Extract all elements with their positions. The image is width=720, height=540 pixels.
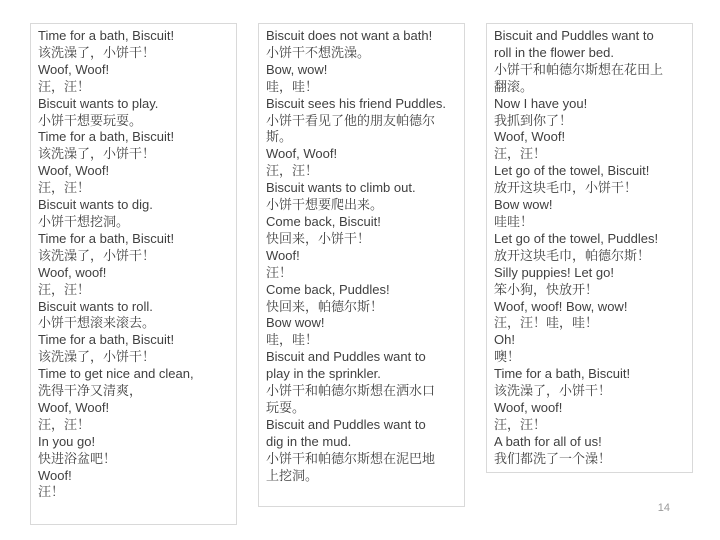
- text-line: 斯。: [266, 129, 293, 145]
- text-line: 玩耍。: [266, 399, 306, 415]
- text-line: 噢！: [494, 349, 521, 365]
- text-line: 哇哇！: [494, 213, 534, 229]
- text-line: Biscuit sees his friend Puddles.: [266, 95, 446, 111]
- text-line: 快回来，小饼干！: [266, 230, 371, 246]
- page-number: 14: [657, 502, 670, 514]
- text-line: 该洗澡了，小饼干！: [38, 44, 156, 60]
- text-line: A bath for all of us!: [494, 433, 602, 449]
- text-line: 我们都洗了一个澡！: [494, 450, 612, 466]
- text-line: 小饼干和帕德尔斯想在花田上: [494, 61, 664, 77]
- text-line: Bow wow!: [266, 315, 325, 331]
- text-line: 汪，汪！: [38, 281, 91, 297]
- text-line: Time for a bath, Biscuit!: [494, 366, 631, 382]
- text-line: Silly puppies! Let go!: [494, 264, 614, 280]
- text-line: 上挖洞。: [266, 467, 319, 483]
- text-line: 汪，汪！: [38, 416, 91, 432]
- text-line: 该洗澡了，小饼干！: [494, 383, 612, 399]
- text-line: 笨小狗，快放开！: [494, 281, 599, 297]
- text-line: Biscuit wants to climb out.: [266, 180, 416, 196]
- text-line: 该洗澡了，小饼干！: [38, 349, 156, 365]
- text-line: Biscuit wants to dig.: [38, 197, 153, 213]
- text-line: Let go of the towel, Biscuit!: [494, 163, 650, 179]
- text-line: Biscuit and Puddles want to: [494, 28, 654, 43]
- text-line: Woof, woof!: [494, 399, 563, 415]
- text-line: Woof, woof!: [38, 264, 107, 280]
- text-line: Bow wow!: [494, 197, 553, 213]
- text-line: 洗得干净又清爽，: [38, 383, 143, 399]
- text-line: 汪，汪！: [38, 180, 91, 196]
- text-line: 快回来，帕德尔斯！: [266, 298, 384, 314]
- text-line: 该洗澡了，小饼干！: [38, 247, 156, 263]
- text-line: Biscuit wants to play.: [38, 95, 159, 111]
- text-line: Come back, Biscuit!: [266, 213, 381, 229]
- text-line: 快进浴盆吧！: [38, 450, 117, 466]
- text-line: Woof!: [38, 467, 72, 483]
- text-line: 汪！: [266, 264, 293, 280]
- text-line: dig in the mud.: [266, 433, 352, 449]
- text-line: Woof, Woof!: [494, 129, 566, 145]
- text-line: roll in the flower bed.: [494, 44, 614, 60]
- text-line: 汪，汪！: [38, 78, 91, 94]
- text-line: 我抓到你了！: [494, 112, 573, 128]
- text-line: Biscuit and Puddles want to: [266, 349, 426, 365]
- text-line: 小饼干和帕德尔斯想在洒水口: [266, 383, 436, 399]
- text-line: 小饼干想滚来滚去。: [38, 315, 156, 331]
- text-line: 放开这块毛巾，小饼干！: [494, 180, 638, 196]
- text-line: 哇，哇！: [266, 78, 319, 94]
- text-line: 小饼干和帕德尔斯想在泥巴地: [266, 450, 436, 466]
- text-line: Come back, Puddles!: [266, 281, 390, 297]
- text-line: play in the sprinkler.: [266, 366, 381, 382]
- text-line: Now I have you!: [494, 95, 588, 111]
- text-line: 小饼干看见了他的朋友帕德尔: [266, 112, 436, 128]
- text-line: Woof, Woof!: [38, 61, 110, 77]
- text-line: Time to get nice and clean,: [38, 366, 194, 382]
- text-line: 小饼干不想洗澡。: [266, 44, 371, 60]
- text-line: Woof!: [266, 247, 300, 263]
- text-line: 汪，汪！: [266, 163, 319, 179]
- text-line: In you go!: [38, 433, 96, 449]
- text-line: Time for a bath, Biscuit!: [38, 28, 175, 43]
- text-line: Time for a bath, Biscuit!: [38, 129, 175, 145]
- text-line: Time for a bath, Biscuit!: [38, 332, 175, 348]
- text-line: Woof, Woof!: [38, 399, 110, 415]
- text-line: Woof, Woof!: [38, 163, 110, 179]
- text-line: Let go of the towel, Puddles!: [494, 230, 659, 246]
- text-line: Biscuit wants to roll.: [38, 298, 153, 314]
- text-line: 翻滚。: [494, 78, 534, 94]
- text-line: 哇，哇！: [266, 332, 319, 348]
- text-line: 该洗澡了，小饼干！: [38, 146, 156, 162]
- text-line: Woof, woof! Bow, wow!: [494, 298, 628, 314]
- textbox-left: [30, 23, 237, 525]
- text-line: Biscuit and Puddles want to: [266, 416, 426, 432]
- textbox-middle: [258, 23, 465, 507]
- text-line: 小饼干想要玩耍。: [38, 112, 143, 128]
- text-line: 汪，汪！: [494, 416, 547, 432]
- text-line: 汪！: [38, 484, 65, 500]
- text-line: 汪，汪！哇，哇！: [494, 315, 599, 331]
- text-line: Bow, wow!: [266, 61, 328, 77]
- text-line: 小饼干想要爬出来。: [266, 197, 384, 213]
- text-line: 汪，汪！: [494, 146, 547, 162]
- text-line: 放开这块毛巾，帕德尔斯！: [494, 247, 651, 263]
- text-line: 小饼干想挖洞。: [38, 213, 130, 229]
- text-line: Oh!: [494, 332, 515, 348]
- text-line: Time for a bath, Biscuit!: [38, 230, 175, 246]
- textbox-right: [486, 23, 693, 473]
- text-line: Biscuit does not want a bath!: [266, 28, 433, 43]
- text-line: Woof, Woof!: [266, 146, 338, 162]
